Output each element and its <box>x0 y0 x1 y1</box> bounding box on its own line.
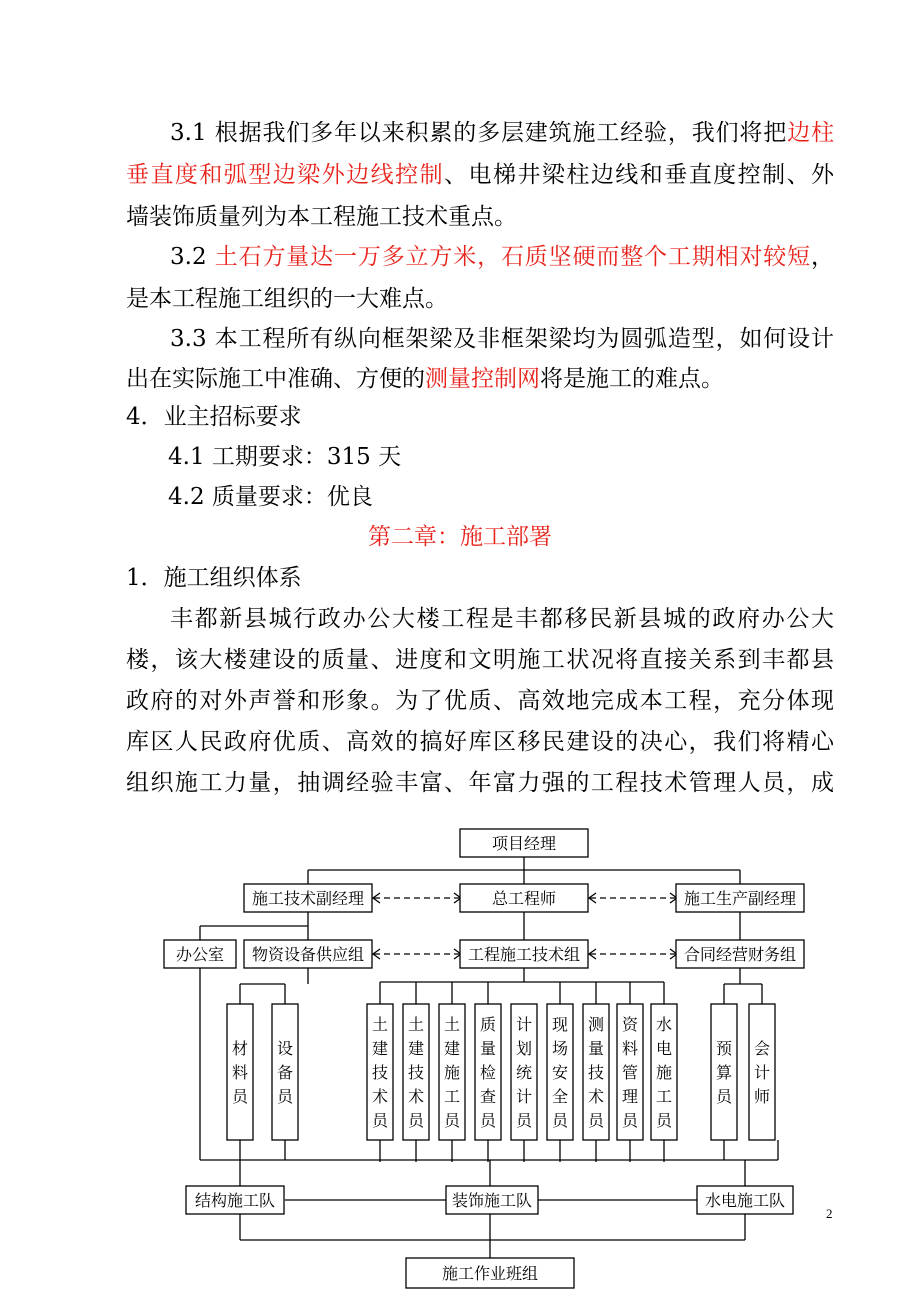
staff-box-6 <box>475 1004 501 1140</box>
para-3-1-line1: 3.1 根据我们多年以来积累的多层建筑施工经验，我们将把边柱 <box>170 120 835 146</box>
staff-label-9: 测量技术员 <box>587 1015 605 1130</box>
para-3-1-line3: 墙装饰质量列为本工程施工技术重点。 <box>126 204 517 230</box>
para-3-2-red: 土石方量达一万多立方米，石质坚硬而整个工期相对较短 <box>214 244 812 270</box>
staff-box-11 <box>651 1004 677 1140</box>
staff-box-8 <box>547 1004 573 1140</box>
staff-label-2: 设备员 <box>276 1039 294 1106</box>
materials-group-label: 物资设备供应组 <box>251 945 365 964</box>
para-3-3-line2: 出在实际施工中准确、方便的测量控制网将是施工的难点。 <box>126 366 724 392</box>
staff-label-4: 土建技术员 <box>407 1015 425 1130</box>
box-engineering-group <box>460 940 588 968</box>
box-decoration-team <box>446 1186 538 1214</box>
contract-group-label: 合同经营财务组 <box>683 945 797 964</box>
section-1-line3: 政府的对外声誉和形象。为了优质、高效地完成本工程，充分体现 <box>126 688 834 714</box>
box-production-deputy <box>676 884 804 912</box>
para-3-3-line1: 3.3 本工程所有纵向框架梁及非框架梁均为圆弧造型，如何设计 <box>170 326 834 352</box>
staff-box-5 <box>439 1004 465 1140</box>
staff-label-3: 土建技术员 <box>371 1015 389 1130</box>
staff-boxes <box>227 1004 775 1140</box>
office-label: 办公室 <box>175 945 225 964</box>
box-contract-group <box>676 940 804 968</box>
staff-label-12: 预算员 <box>715 1039 733 1106</box>
box-project-manager <box>460 829 588 857</box>
box-structure-team <box>186 1186 284 1214</box>
staff-box-13 <box>749 1004 775 1140</box>
staff-label-13: 会计师 <box>753 1039 771 1106</box>
staff-label-7: 计划统计员 <box>515 1015 533 1130</box>
tech-deputy-label: 施工技术副经理 <box>251 889 365 908</box>
box-mep-team <box>697 1186 793 1214</box>
section-1-line4: 库区人民政府优质、高效的搞好库区移民建设的决心，我们将精心 <box>126 729 834 755</box>
para-3-1-red2: 垂直度和弧型边梁外边线控制 <box>126 162 445 188</box>
para-3-3-red: 测量控制网 <box>425 366 540 392</box>
chief-engineer-label: 总工程师 <box>491 889 557 908</box>
section-1-heading: 1．施工组织体系 <box>126 565 302 591</box>
staff-label-8: 现场安全员 <box>551 1015 569 1130</box>
decoration-team-label: 装饰施工队 <box>451 1191 533 1210</box>
staff-label-6: 质量检查员 <box>479 1015 497 1130</box>
para-3-1-red1: 边柱 <box>787 120 835 146</box>
box-work-crew <box>406 1258 574 1288</box>
section-4-item2: 4.2 质量要求：优良 <box>168 484 373 510</box>
staff-label-11: 水电施工员 <box>655 1015 673 1130</box>
section-1-line5: 组织施工力量，抽调经验丰富、年富力强的工程技术管理人员，成 <box>126 770 834 796</box>
staff-box-9 <box>583 1004 609 1140</box>
staff-box-10 <box>617 1004 643 1140</box>
staff-box-3 <box>367 1004 393 1140</box>
para-3-2-line2: 是本工程施工组织的一大难点。 <box>126 286 448 312</box>
section-4-heading: 4．业主招标要求 <box>126 404 302 430</box>
box-materials-group <box>244 940 372 968</box>
box-tech-deputy <box>244 884 372 912</box>
staff-box-7 <box>511 1004 537 1140</box>
section-1-line1: 丰都新县城行政办公大楼工程是丰都移民新县城的政府办公大 <box>170 606 834 632</box>
production-deputy-label: 施工生产副经理 <box>683 889 797 908</box>
project-manager-label: 项目经理 <box>491 834 557 853</box>
mep-team-label: 水电施工队 <box>704 1191 786 1210</box>
section-1-line2: 楼，该大楼建设的质量、进度和文明施工状况将直接关系到丰都县 <box>126 647 834 673</box>
staff-label-1: 材料员 <box>231 1039 249 1106</box>
box-chief-engineer <box>460 884 588 912</box>
para-3-2-line1: 3.2 土石方量达一万多立方米，石质坚硬而整个工期相对较短， <box>170 244 835 270</box>
engineering-group-label: 工程施工技术组 <box>467 945 581 964</box>
staff-box-12 <box>711 1004 737 1140</box>
staff-box-1 <box>227 1004 253 1140</box>
staff-box-2 <box>272 1004 298 1140</box>
staff-label-10: 资料管理员 <box>621 1015 639 1130</box>
work-crew-label: 施工作业班组 <box>441 1264 539 1283</box>
section-4-item1: 4.1 工期要求：315 天 <box>168 444 402 470</box>
chapter-title: 第二章：施工部署 <box>368 524 552 550</box>
staff-label-5: 土建施工员 <box>443 1015 461 1130</box>
page-number: 2 <box>826 1206 833 1221</box>
staff-box-4 <box>403 1004 429 1140</box>
box-office <box>164 940 236 968</box>
structure-team-label: 结构施工队 <box>194 1191 276 1210</box>
para-3-1-line2: 垂直度和弧型边梁外边线控制、电梯井梁柱边线和垂直度控制、外 <box>126 162 835 188</box>
